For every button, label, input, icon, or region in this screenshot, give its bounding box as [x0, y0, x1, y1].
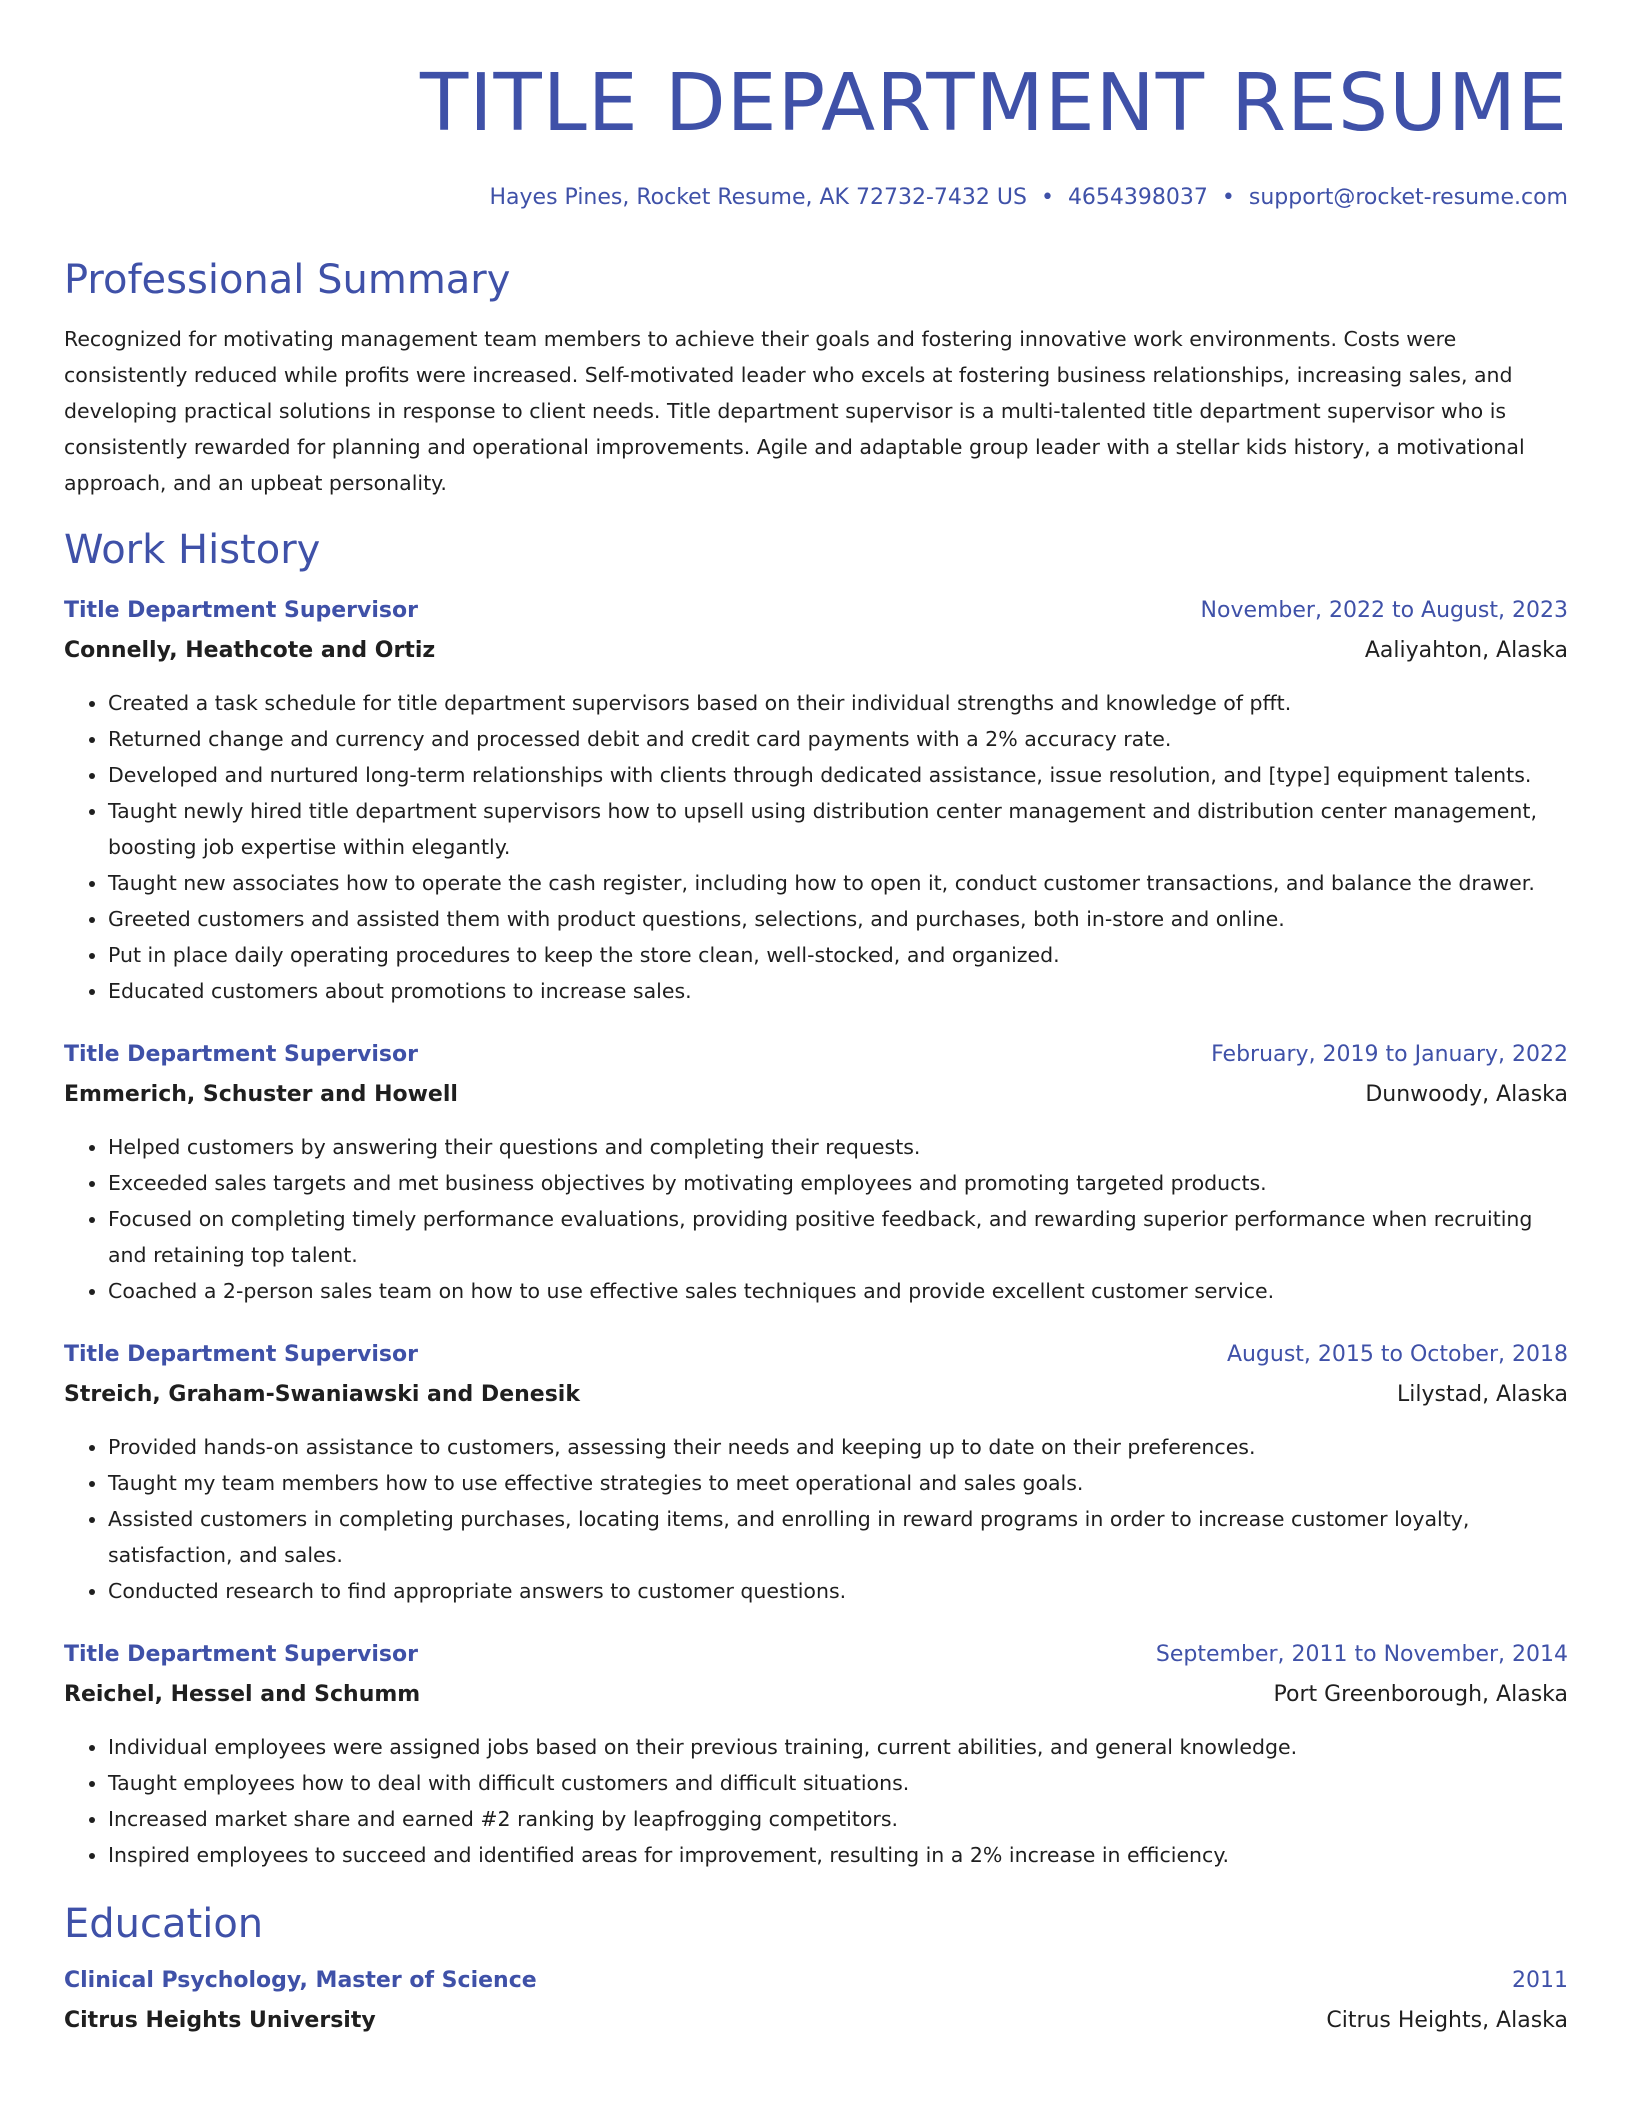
contact-address: Hayes Pines, Rocket Resume, AK 72732-7432 US	[489, 185, 1027, 210]
job-bullet: • Conducted research to find appropriate answers to customer questions.	[108, 1573, 1568, 1609]
job-company-row	[64, 1071, 1568, 1111]
job-dates: August, 2015 to October, 2018	[1226, 1342, 1568, 1367]
job-role: Title Department Supervisor	[64, 1342, 418, 1367]
job-bullet-list	[64, 1429, 1568, 1609]
job-bullet: • Greeted customers and assisted them with product questions, selections, and purchases, both in-store and online.	[108, 901, 1568, 937]
education-list	[64, 1965, 1568, 2037]
job-header-row	[64, 595, 1568, 627]
job-bullet: • Provided hands-on assistance to customers, assessing their needs and keeping up to date on their preferences.	[108, 1429, 1568, 1465]
job-entry	[64, 1339, 1568, 1609]
job-entry	[64, 1639, 1568, 1873]
contact-separator: •	[1040, 185, 1054, 210]
job-bullet-list	[64, 1129, 1568, 1309]
contact-phone: 4654398037	[1067, 185, 1208, 210]
section-title-work-history: Work History	[64, 527, 321, 573]
job-header-row	[64, 1339, 1568, 1371]
job-company: Reichel, Hessel and Schumm	[64, 1682, 421, 1707]
education-entry	[64, 1965, 1568, 2037]
job-bullet: • Returned change and currency and processed debit and credit card payments with a 2% accuracy rate.	[108, 721, 1568, 757]
job-company: Emmerich, Schuster and Howell	[64, 1082, 458, 1107]
job-bullet: • Created a task schedule for title department supervisors based on their individual strengths and knowledge of pfft.	[108, 685, 1568, 721]
resume-header	[64, 0, 1568, 213]
job-bullet: • Developed and nurtured long-term relationships with clients through dedicated assistance, issue resolution, and [type] equipment talents.	[108, 757, 1568, 793]
contact-email: support@rocket-resume.com	[1248, 185, 1568, 210]
section-title-summary: Professional Summary	[64, 257, 511, 303]
job-bullet: • Inspired employees to succeed and identified areas for improvement, resulting in a 2% increase in efficiency.	[108, 1837, 1568, 1873]
job-bullet: • Focused on completing timely performance evaluations, providing positive feedback, and rewarding superior performance when recruiting and retaining top talent.	[108, 1201, 1568, 1273]
resume-name: TITLE DEPARTMENT RESUME	[419, 57, 1568, 149]
job-role: Title Department Supervisor	[64, 598, 418, 623]
job-bullet: • Taught new associates how to operate the cash register, including how to open it, conduct customer transactions, and balance the drawer.	[108, 865, 1568, 901]
education-degree: Clinical Psychology, Master of Science	[64, 1968, 537, 1993]
job-company-row	[64, 1671, 1568, 1711]
job-dates: November, 2022 to August, 2023	[1200, 598, 1568, 623]
job-bullet: • Helped customers by answering their questions and completing their requests.	[108, 1129, 1568, 1165]
job-location: Lilystad, Alaska	[1397, 1382, 1568, 1407]
job-bullet: • Taught my team members how to use effective strategies to meet operational and sales goals.	[108, 1465, 1568, 1501]
job-entry	[64, 595, 1568, 1009]
education-header-row	[64, 1965, 1568, 1997]
job-location: Dunwoody, Alaska	[1365, 1082, 1568, 1107]
job-company-row	[64, 627, 1568, 667]
job-header-row	[64, 1039, 1568, 1071]
job-bullet: • Taught employees how to deal with difficult customers and difficult situations.	[108, 1765, 1568, 1801]
education-school-row	[64, 1997, 1568, 2037]
job-location: Aaliyahton, Alaska	[1364, 638, 1568, 663]
job-bullet: • Educated customers about promotions to increase sales.	[108, 973, 1568, 1009]
contact-line	[64, 183, 1568, 213]
job-location: Port Greenborough, Alaska	[1273, 1682, 1568, 1707]
job-bullet: • Increased market share and earned #2 ranking by leapfrogging competitors.	[108, 1801, 1568, 1837]
job-company: Connelly, Heathcote and Ortiz	[64, 638, 436, 663]
job-bullet-list	[64, 1729, 1568, 1873]
job-bullet: • Exceeded sales targets and met business objectives by motivating employees and promoting targeted products.	[108, 1165, 1568, 1201]
job-header-row	[64, 1639, 1568, 1671]
education-year: 2011	[1512, 1968, 1568, 1993]
summary-text: Recognized for motivating management team members to achieve their goals and fostering innovative work environments. Costs were consistently reduced while profits were increased. Self-motivated leader who excels at fostering business relationships, increasing sales, and developing practical solutions in response to client needs. Title department supervisor is a multi-talented title department supervisor who is consistently rewarded for planning and operational improvements. Agile and adaptable group leader with a stellar kids history, a motivational approach, and an upbeat personality.	[64, 327, 1525, 495]
job-bullet-list	[64, 685, 1568, 1009]
summary-section	[64, 255, 1568, 501]
education-school: Citrus Heights University	[64, 2008, 376, 2033]
job-dates: February, 2019 to January, 2022	[1211, 1042, 1568, 1067]
job-bullet: • Taught newly hired title department supervisors how to upsell using distribution center management and distribution center management, boosting job expertise within elegantly.	[108, 793, 1568, 865]
education-location: Citrus Heights, Alaska	[1326, 2008, 1568, 2033]
job-bullet: • Put in place daily operating procedures to keep the store clean, well-stocked, and organized.	[108, 937, 1568, 973]
job-bullet: • Individual employees were assigned jobs based on their previous training, current abilities, and general knowledge.	[108, 1729, 1568, 1765]
job-list	[64, 595, 1568, 1873]
job-role: Title Department Supervisor	[64, 1042, 418, 1067]
job-bullet: • Coached a 2-person sales team on how to use effective sales techniques and provide excellent customer service.	[108, 1273, 1568, 1309]
job-entry	[64, 1039, 1568, 1309]
job-bullet: • Assisted customers in completing purchases, locating items, and enrolling in reward programs in order to increase customer loyalty, satisfaction, and sales.	[108, 1501, 1568, 1573]
contact-separator: •	[1221, 185, 1235, 210]
job-company-row	[64, 1371, 1568, 1411]
section-title-education: Education	[64, 1901, 264, 1947]
job-dates: September, 2011 to November, 2014	[1155, 1642, 1568, 1667]
job-role: Title Department Supervisor	[64, 1642, 418, 1667]
job-company: Streich, Graham-Swaniawski and Denesik	[64, 1382, 580, 1407]
work-history-section	[64, 525, 1568, 1873]
education-section	[64, 1899, 1568, 2037]
